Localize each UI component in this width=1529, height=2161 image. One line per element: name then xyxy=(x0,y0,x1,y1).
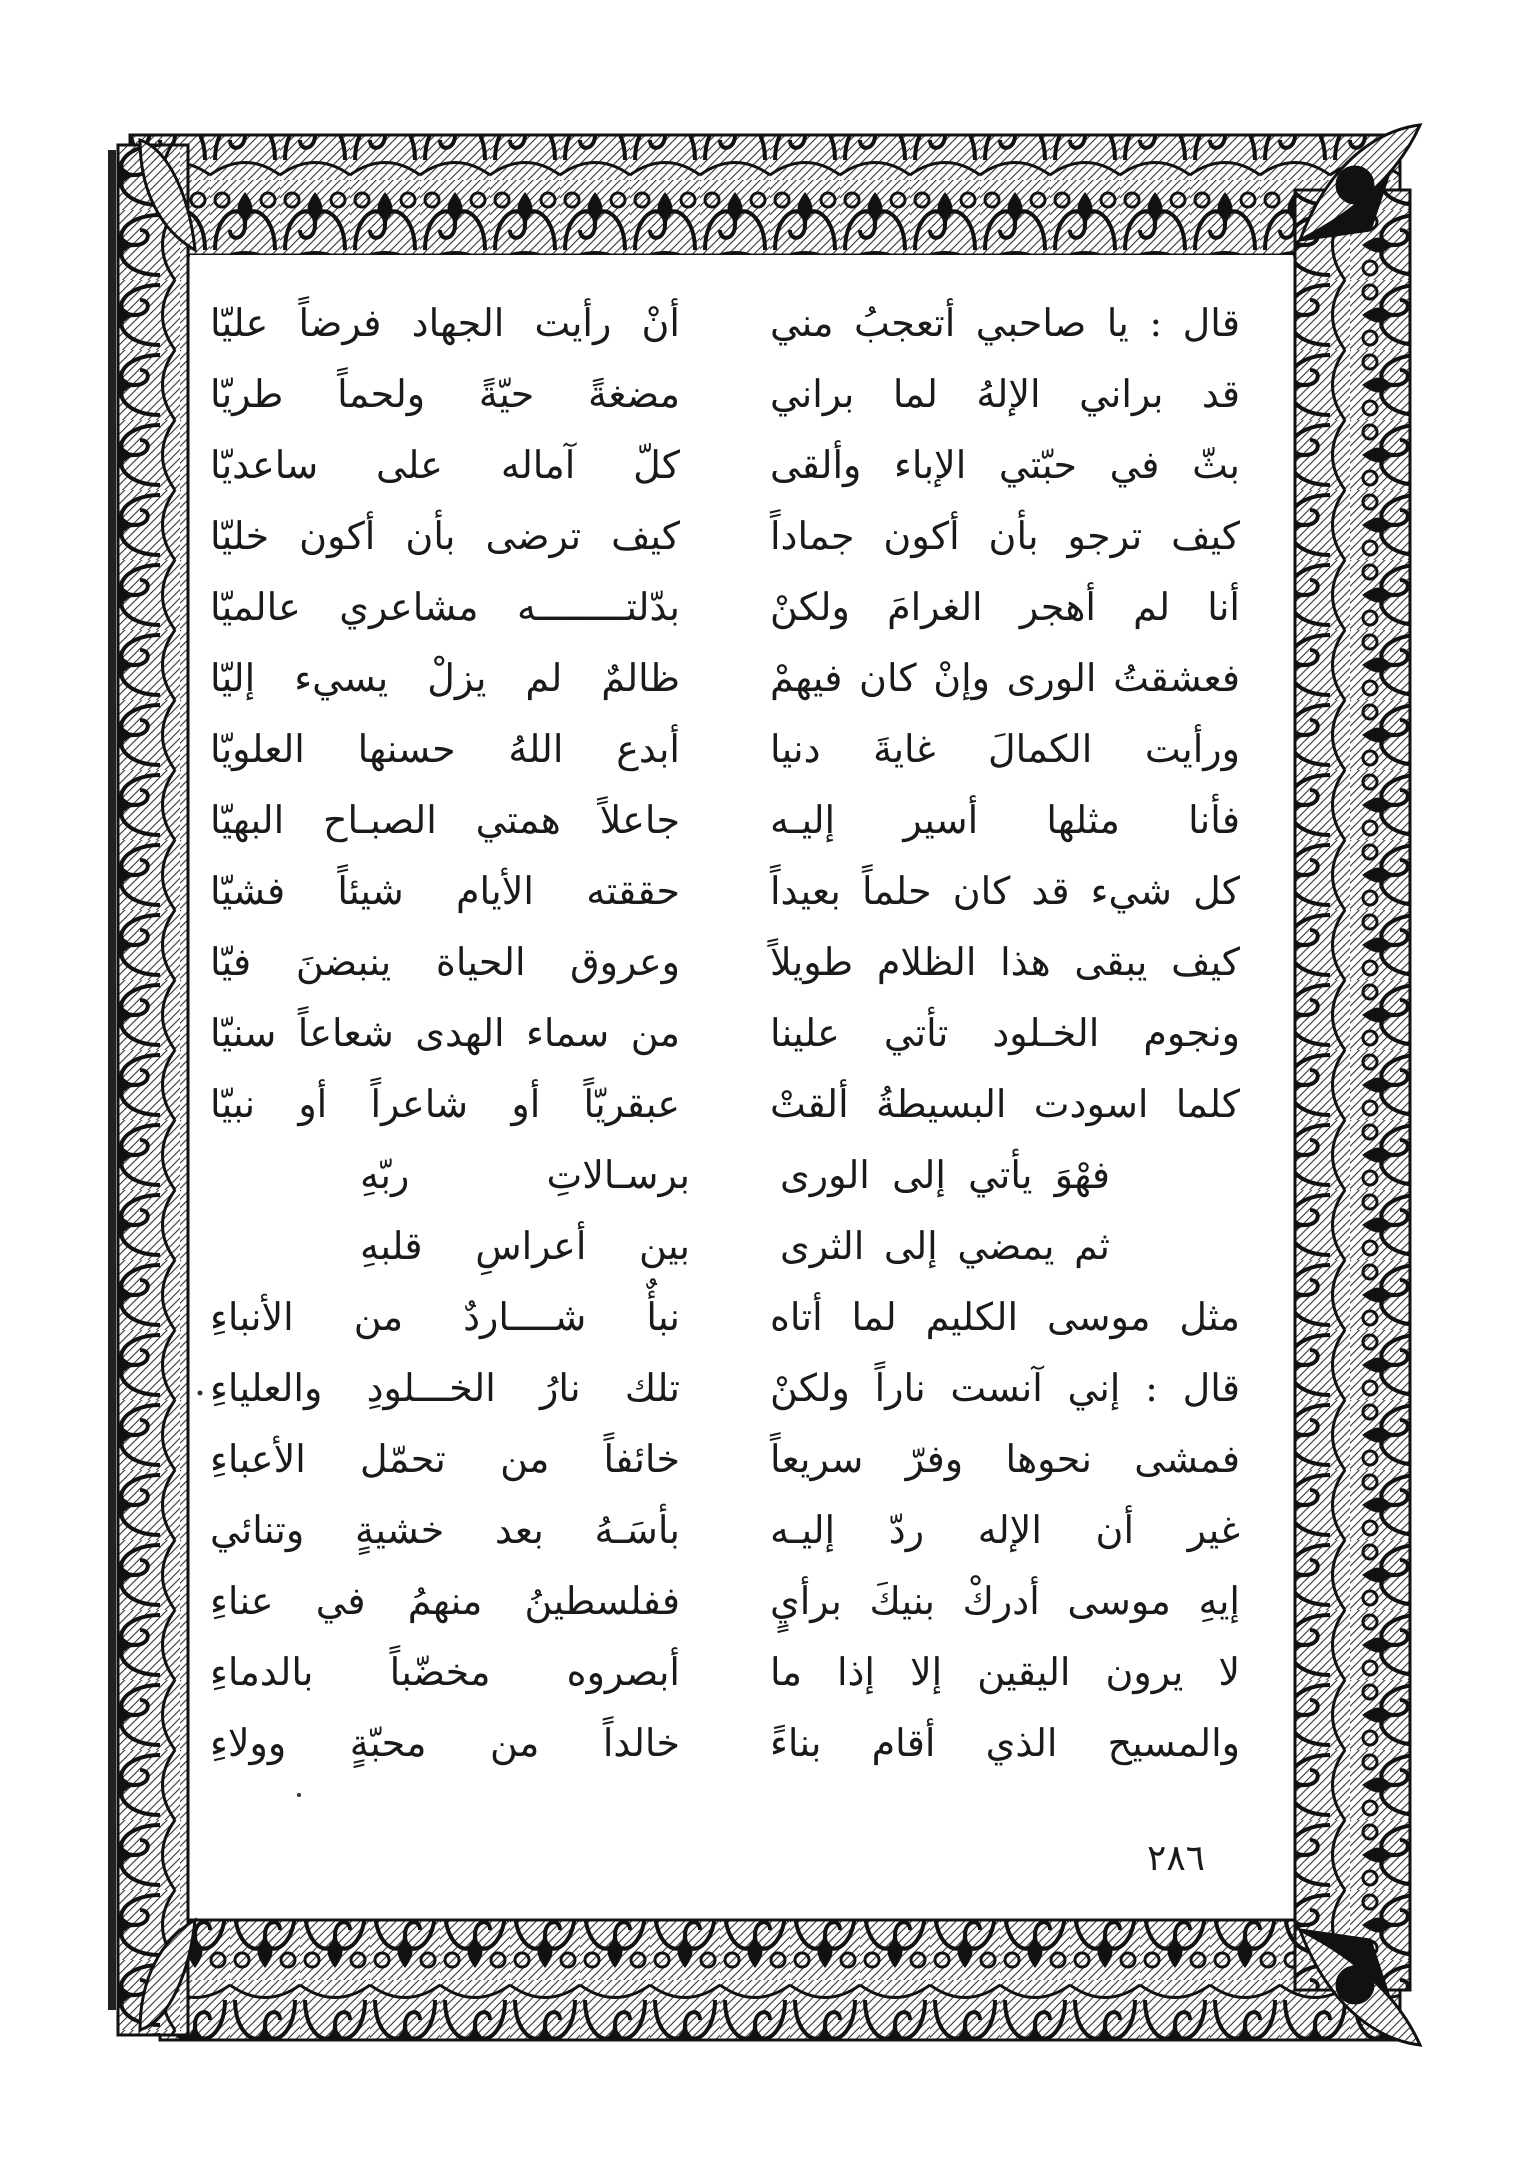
verse-first-hemistich: كلما اسودت البسيطةُ ألقتْ xyxy=(770,1082,1240,1126)
verse-line xyxy=(210,1355,1240,1421)
verse-second-hemistich: خائفاً من تحمّل الأعباءِ xyxy=(210,1437,680,1481)
verse-line-short xyxy=(210,1142,1240,1208)
verse-line xyxy=(210,503,1240,569)
verse-second-hemistich: عبقريّاً أو شاعراً أو نبيّا xyxy=(210,1082,680,1126)
verse-line xyxy=(210,1284,1240,1350)
verse-second-hemistich: جاعلاً همتي الصبـاح البهيّا xyxy=(210,798,680,842)
verse-second-hemistich: أبدع اللهُ حسنها العلويّا xyxy=(210,727,680,771)
verse-first-hemistich: فعشقتُ الورى وإنْ كان فيهمْ xyxy=(770,656,1240,700)
verse-first-hemistich: والمسيح الذي أقام بناءً xyxy=(770,1721,1240,1765)
verse-second-hemistich: خالداً من محبّةٍ وولاءِ xyxy=(210,1721,680,1765)
verse-first-hemistich: إيهِ موسى أدركْ بنيكَ برأيٍ xyxy=(770,1579,1240,1623)
verse-second-hemistich: وعروق الحياة ينبضنَ فيّا xyxy=(210,940,680,984)
verse-first-hemistich: مثل موسى الكليم لما أتاه xyxy=(770,1295,1240,1339)
verse-first-hemistich: ثم يمضي إلى الثرى xyxy=(780,1224,1110,1268)
verse-first-hemistich: قد براني الإلهُ لما براني xyxy=(770,372,1240,416)
verse-line-short xyxy=(210,1213,1240,1279)
verse-first-hemistich: كل شيء قد كان حلماً بعيداً xyxy=(770,869,1240,913)
verse-line xyxy=(210,1071,1240,1137)
verse-line xyxy=(210,1000,1240,1066)
verse-first-hemistich: أنا لم أهجر الغرامَ ولكنْ xyxy=(770,585,1240,629)
verse-second-hemistich: أبصروه مخضّباً بالدماءِ xyxy=(210,1650,680,1694)
verse-first-hemistich: كيف يبقى هذا الظلام طويلاً xyxy=(770,940,1240,984)
verse-line xyxy=(210,929,1240,995)
verse-line xyxy=(210,1497,1240,1563)
verse-line xyxy=(210,290,1240,356)
verse-line xyxy=(210,1710,1240,1776)
poem-text xyxy=(210,290,1240,1790)
verse-second-hemistich: حققته الأيام شيئاً فشيّا xyxy=(210,869,680,913)
verse-second-hemistich: بدّلتــــــــه مشاعري عالميّا xyxy=(210,585,680,629)
verse-second-hemistich: من سماء الهدى شعاعاً سنيّا xyxy=(210,1011,680,1055)
verse-line xyxy=(210,1639,1240,1705)
verse-line xyxy=(210,1426,1240,1492)
verse-first-hemistich: بثّ في حبّتي الإباء وألقى xyxy=(770,443,1240,487)
verse-first-hemistich: غير أن الإله ردّ إليـه xyxy=(770,1508,1240,1552)
verse-line xyxy=(210,1568,1240,1634)
verse-line xyxy=(210,645,1240,711)
verse-second-hemistich: مضغةً حيّةً ولحماً طريّا xyxy=(210,372,680,416)
verse-second-hemistich: ظالمٌ لم يزلْ يسيء إليّا xyxy=(210,656,680,700)
verse-first-hemistich: فمشى نحوها وفرّ سريعاً xyxy=(770,1437,1240,1481)
verse-line xyxy=(210,432,1240,498)
verse-second-hemistich: بأسَـهُ بعد خشيةٍ وتنائي xyxy=(210,1508,680,1552)
verse-line xyxy=(210,574,1240,640)
verse-first-hemistich: ورأيت الكمالَ غايةَ دنيا xyxy=(770,727,1240,771)
verse-second-hemistich: نبأٌ شــــاردٌ من الأنباءِ xyxy=(210,1295,680,1339)
verse-line xyxy=(210,787,1240,853)
verse-second-hemistich: كيف ترضى بأن أكون خليّا xyxy=(210,514,680,558)
verse-first-hemistich: فهْوَ يأتي إلى الورى xyxy=(780,1153,1110,1197)
verse-second-hemistich: ففلسطينُ منهمُ في عناءِ xyxy=(210,1579,680,1623)
verse-first-hemistich: قال : إني آنست ناراً ولكنْ xyxy=(770,1366,1240,1410)
verse-first-hemistich: قال : يا صاحبي أتعجبُ مني xyxy=(770,301,1240,345)
verse-first-hemistich: لا يرون اليقين إلا إذا ما xyxy=(770,1650,1240,1694)
page-number: ٢٨٦ xyxy=(1146,1838,1205,1879)
verse-second-hemistich: برسـالاتِ ربّهِ xyxy=(360,1153,690,1197)
verse-second-hemistich: تلك نارُ الخـــلودِ والعلياءِ xyxy=(210,1366,680,1410)
verse-line xyxy=(210,716,1240,782)
verse-line xyxy=(210,858,1240,924)
verse-first-hemistich: كيف ترجو بأن أكون جماداً xyxy=(770,514,1240,558)
verse-second-hemistich: أنْ رأيت الجهاد فرضاً عليّا xyxy=(210,301,680,345)
verse-second-hemistich: بين أعراسِ قلبهِ xyxy=(360,1224,690,1268)
verse-first-hemistich: ونجوم الخـلود تأتي علينا xyxy=(770,1011,1240,1055)
verse-second-hemistich: كلّ آماله على ساعديّا xyxy=(210,443,680,487)
verse-first-hemistich: فأنا مثلها أسير إليـه xyxy=(770,798,1240,842)
verse-line xyxy=(210,361,1240,427)
